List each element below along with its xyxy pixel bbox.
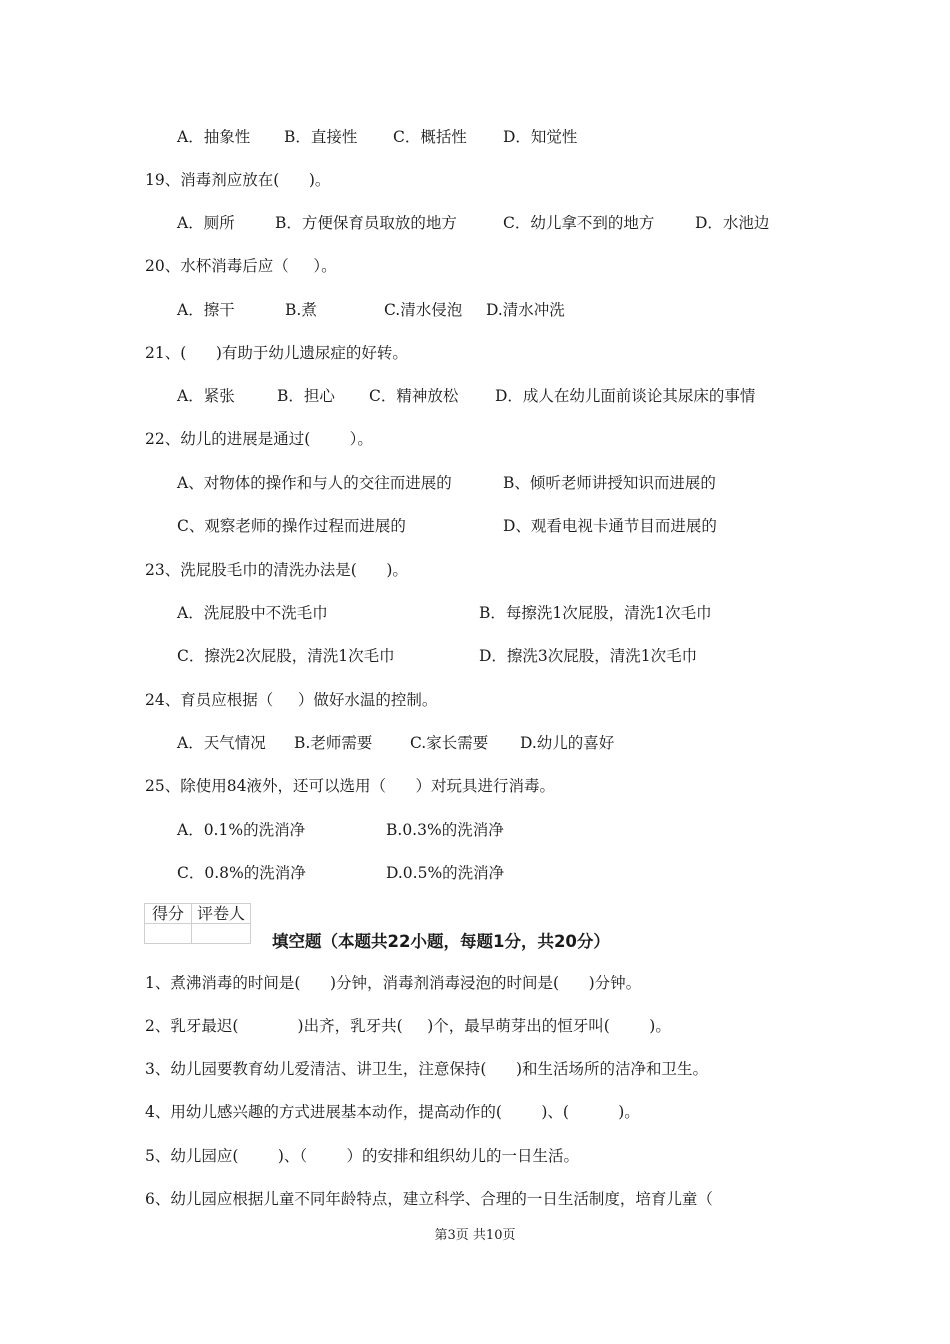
q24-option-c: C.家长需要: [410, 734, 489, 752]
q24-option-d: D.幼儿的喜好: [520, 734, 615, 752]
q18-option-d: D．知觉性: [503, 128, 578, 146]
grader-label: 评卷人: [192, 904, 251, 924]
fill-question-2: 2、乳牙最迟( )出齐，乳牙共( )个，最早萌芽出的恒牙叫( )。: [145, 1017, 671, 1035]
q22-option-b: B、倾听老师讲授知识而进展的: [503, 474, 716, 492]
q19-option-b: B．方便保育员取放的地方: [275, 214, 457, 232]
fill-question-1: 1、煮沸消毒的时间是( )分钟，消毒剂消毒浸泡的时间是( )分钟。: [145, 974, 642, 992]
q18-option-b: B．直接性: [284, 128, 358, 146]
q18-option-c: C．概括性: [393, 128, 467, 146]
score-box: [144, 903, 251, 944]
grader-cell: [192, 924, 251, 944]
q21-option-a: A．紧张: [177, 387, 235, 405]
q25-option-a: A．0.1%的洗消净: [177, 821, 306, 839]
q21-stem: 21、( )有助于幼儿遗尿症的好转。: [145, 344, 408, 362]
q23-option-c: C．擦洗2次屁股，清洗1次毛巾: [177, 647, 395, 665]
q24-option-a: A．天气情况: [177, 734, 266, 752]
q23-option-d: D．擦洗3次屁股，清洗1次毛巾: [479, 647, 698, 665]
q25-option-b: B.0.3%的洗消净: [386, 821, 504, 839]
q19-option-a: A．厕所: [177, 214, 235, 232]
q20-option-d: D.清水冲洗: [486, 301, 565, 319]
q22-option-a: A、对物体的操作和与人的交往而进展的: [177, 474, 452, 492]
fill-question-3: 3、幼儿园要教育幼儿爱清洁、讲卫生，注意保持( )和生活场所的洁净和卫生。: [145, 1060, 709, 1078]
q22-stem: 22、幼儿的进展是通过( ）。: [145, 430, 373, 448]
q21-option-d: D．成人在幼儿面前谈论其尿床的事情: [495, 387, 756, 405]
section-title: 填空题（本题共22小题，每题1分，共20分）: [272, 932, 610, 951]
page-footer: 第3页 共10页: [434, 1228, 516, 1243]
fill-question-4: 4、用幼儿感兴趣的方式进展基本动作，提高动作的( )、( )。: [145, 1103, 640, 1121]
q24-stem: 24、育员应根据（ ）做好水温的控制。: [145, 691, 438, 709]
q23-stem: 23、洗屁股毛巾的清洗办法是( )。: [145, 561, 408, 579]
q20-option-a: A．擦干: [177, 301, 235, 319]
q25-option-d: D.0.5%的洗消净: [386, 864, 505, 882]
q19-stem: 19、消毒剂应放在( )。: [145, 171, 331, 189]
q22-option-c: C、观察老师的操作过程而进展的: [177, 517, 406, 535]
q19-option-d: D．水池边: [695, 214, 770, 232]
q20-option-b: B.煮: [285, 301, 317, 319]
q25-stem: 25、除使用84液外，还可以选用（ ）对玩具进行消毒。: [145, 777, 556, 795]
q21-option-b: B．担心: [277, 387, 335, 405]
score-cell: [145, 924, 192, 944]
q20-stem: 20、水杯消毒后应（ ）。: [145, 257, 337, 275]
fill-question-6: 6、幼儿园应根据儿童不同年龄特点，建立科学、合理的一日生活制度，培育儿童（: [145, 1190, 713, 1208]
fill-question-5: 5、幼儿园应( )、（ ）的安排和组织幼儿的一日生活。: [145, 1147, 580, 1165]
q22-option-d: D、观看电视卡通节目而进展的: [503, 517, 717, 535]
q24-option-b: B.老师需要: [294, 734, 373, 752]
q21-option-c: C．精神放松: [369, 387, 459, 405]
q25-option-c: C．0.8%的洗消净: [177, 864, 306, 882]
q20-option-c: C.清水侵泡: [384, 301, 463, 319]
q23-option-a: A．洗屁股中不洗毛巾: [177, 604, 328, 622]
q23-option-b: B．每擦洗1次屁股，清洗1次毛巾: [479, 604, 712, 622]
q18-option-a: A．抽象性: [177, 128, 251, 146]
score-label: 得分: [145, 904, 192, 924]
q19-option-c: C．幼儿拿不到的地方: [503, 214, 655, 232]
